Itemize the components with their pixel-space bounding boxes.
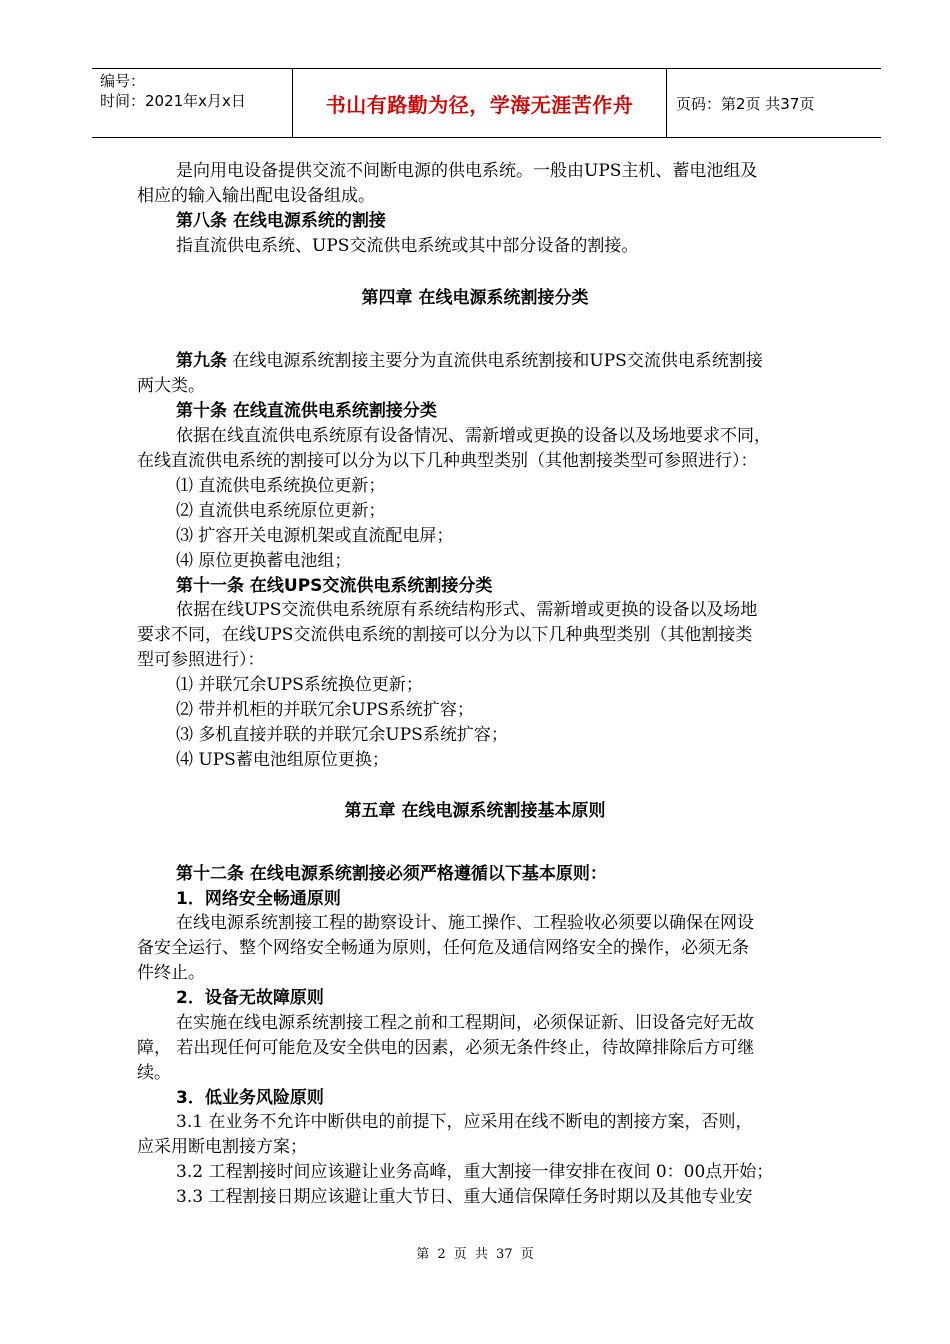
paragraph-line: 在线电源系统割接工程的勘察设计、施工操作、工程验收必须要以确保在网设 (176, 913, 754, 933)
list-item: ⑶ 多机直接并联的并联冗余UPS系统扩容； (176, 725, 508, 745)
principle-3-title: 3．低业务风险原则 (176, 1088, 324, 1108)
article-10-title: 第十条 在线直流供电系统割接分类 (176, 401, 437, 421)
page-footer: 第 2 页 共 37 页 (416, 1247, 534, 1262)
paragraph-line: 是向用电设备提供交流不间断电源的供电系统。一般由UPS主机、蓄电池组及 (176, 161, 758, 181)
paragraph-line: 续。 (137, 1063, 171, 1083)
list-item: ⑴ 直流供电系统换位更新； (176, 476, 386, 496)
article-9-line (176, 351, 763, 371)
document-number-label: 编号： (100, 72, 146, 90)
paragraph-line: 两大类。 (137, 376, 205, 396)
paragraph-line: 3.1 在业务不允许中断供电的前提下，应采用在线不断电的割接方案，否则， (176, 1112, 753, 1132)
document-time-label: 时间：2021年x月x日 (100, 92, 246, 110)
header-page-number: 页码：第2页 共37页 (676, 94, 815, 113)
list-item: ⑷ 原位更换蓄电池组； (176, 551, 352, 571)
header-motto: 书山有路勤为径，学海无涯苦作舟 (325, 92, 634, 117)
paragraph-line: 依据在线直流供电系统原有设备情况、需新增或更换的设备以及场地要求不同， (176, 426, 771, 446)
paragraph-line: 依据在线UPS交流供电系统原有系统结构形式、需新增或更换的设备以及场地 (176, 600, 758, 620)
paragraph-line: 3.3 工程割接日期应该避让重大节日、重大通信保障任务时期以及其他专业安 (176, 1187, 753, 1207)
paragraph-line: 备安全运行、整个网络安全畅通为原则，任何危及通信网络安全的操作，必须无条 (137, 938, 749, 958)
article-9-text: 在线电源系统割接主要分为直流供电系统割接和UPS交流供电系统割接 (227, 351, 763, 371)
principle-2-title: 2．设备无故障原则 (176, 988, 324, 1008)
article-9-label: 第九条 (176, 351, 227, 371)
list-item: ⑷ UPS蓄电池组原位更换； (176, 750, 389, 770)
article-12-title: 第十二条 在线电源系统割接必须严格遵循以下基本原则： (176, 864, 607, 884)
paragraph-line: 障， 若出现任何可能危及安全供电的因素，必须无条件终止，待故障排除后方可继 (137, 1038, 755, 1058)
list-item: ⑵ 带并机柜的并联冗余UPS系统扩容； (176, 700, 474, 720)
paragraph-line: 要求不同，在线UPS交流供电系统的割接可以分为以下几种典型类别（其他割接类 (137, 625, 753, 645)
article-8-text: 指直流供电系统、UPS交流供电系统或其中部分设备的割接。 (176, 236, 639, 256)
paragraph-line: 应采用断电割接方案； (137, 1137, 307, 1157)
principle-1-title: 1．网络安全畅通原则 (176, 889, 341, 909)
paragraph-line: 3.2 工程割接时间应该避让业务高峰，重大割接一律安排在夜间 0：00点开始； (176, 1162, 774, 1182)
list-item: ⑵ 直流供电系统原位更新； (176, 501, 386, 521)
paragraph-line: 相应的输入输出配电设备组成。 (137, 186, 375, 206)
paragraph-line: 型可参照进行）： (137, 650, 265, 670)
chapter-4-title: 第四章 在线电源系统割接分类 (361, 288, 589, 308)
paragraph-line: 在线直流供电系统的割接可以分为以下几种典型类别（其他割接类型可参照进行）： (137, 451, 758, 471)
article-8-title: 第八条 在线电源系统的割接 (176, 211, 386, 231)
chapter-5-title: 第五章 在线电源系统割接基本原则 (344, 801, 606, 821)
paragraph-line: 在实施在线电源系统割接工程之前和工程期间，必须保证新、旧设备完好无故 (176, 1013, 754, 1033)
list-item: ⑴ 并联冗余UPS系统换位更新； (176, 675, 423, 695)
article-11-title: 第十一条 在线UPS交流供电系统割接分类 (176, 576, 493, 596)
paragraph-line: 件终止。 (137, 963, 205, 983)
list-item: ⑶ 扩容开关电源机架或直流配电屏； (176, 526, 454, 546)
